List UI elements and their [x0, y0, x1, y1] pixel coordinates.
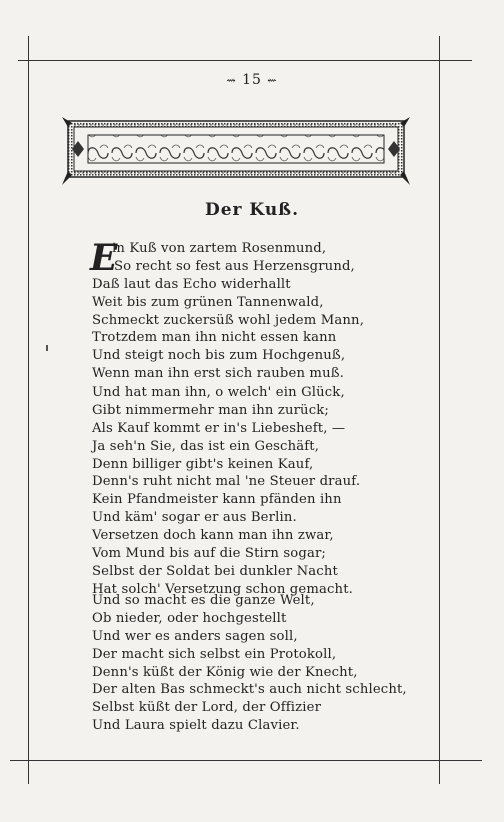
- page-number-deco-left: ⇝: [226, 74, 237, 87]
- print-mark: [46, 345, 48, 351]
- verse-line: Denn's ruht nicht mal 'ne Steuer drauf.: [92, 474, 361, 490]
- ornament-header-band: [62, 117, 410, 185]
- stanza-3: [92, 592, 412, 735]
- bottom-rule: [10, 760, 482, 761]
- stanza-1: [90, 237, 412, 383]
- verse-line: Als Kauf kommt er in's Liebesheft, —: [92, 420, 346, 436]
- verse-line: Und wer es anders sagen soll,: [92, 628, 298, 644]
- page-number: [0, 72, 504, 88]
- verse-line: Und Laura spielt dazu Clavier.: [92, 718, 300, 734]
- verse-line: Ja seh'n Sie, das ist ein Geschäft,: [92, 438, 320, 454]
- verse-line: Und so macht es die ganze Welt,: [92, 593, 315, 608]
- verse-line: Denn's küßt der König wie der Knecht,: [92, 664, 358, 680]
- poem-title: Der Kuß.: [204, 200, 300, 220]
- verse-line: Denn billiger gibt's keinen Kauf,: [92, 456, 314, 472]
- verse-line: Wenn man ihn erst sich rauben muß.: [92, 366, 345, 382]
- verse-line: Und steigt noch bis zum Hochgenuß,: [92, 348, 346, 364]
- verse-line: Selbst küßt der Lord, der Offizier: [92, 700, 322, 716]
- verse-line: in Kuß von zartem Rosenmund,: [112, 241, 327, 256]
- verse-line: Hat solch' Versetzung schon gemacht.: [92, 581, 353, 597]
- page-number-value: 15: [242, 72, 262, 88]
- left-border: [28, 60, 29, 760]
- drop-cap: E: [90, 237, 118, 279]
- verse-line: Gibt nimmermehr man ihn zurück;: [92, 402, 329, 418]
- verse-line: Trotzdem man ihn nicht essen kann: [92, 330, 337, 346]
- stanza-2: [92, 384, 412, 599]
- right-border: [439, 60, 440, 760]
- verse-line: Und käm' sogar er aus Berlin.: [92, 510, 297, 526]
- verse-line: Der alten Bas schmeckt's auch nicht schlecht,: [92, 682, 407, 698]
- verse-line: Selbst der Soldat bei dunkler Nacht: [92, 563, 338, 579]
- verse-line: Kein Pfandmeister kann pfänden ihn: [92, 492, 342, 508]
- verse-line: Versetzen doch kann man ihn zwar,: [92, 528, 334, 544]
- bottom-right-tick: [439, 742, 440, 784]
- verse-line: Und hat man ihn, o welch' ein Glück,: [92, 385, 345, 400]
- bottom-left-tick: [28, 742, 29, 784]
- verse-line: Der macht sich selbst ein Protokoll,: [92, 646, 337, 662]
- verse-line: Schmeckt zuckersüß wohl jedem Mann,: [92, 312, 365, 328]
- top-rule: [18, 60, 472, 61]
- page-number-deco-right: ⇜: [267, 74, 278, 87]
- verse-line: Vom Mund bis auf die Stirn sogar;: [92, 546, 327, 562]
- verse-line: Ob nieder, oder hochgestellt: [92, 610, 287, 626]
- verse-line: So recht so fest aus Herzensgrund,: [114, 258, 355, 274]
- verse-line: Weit bis zum grünen Tannenwald,: [92, 294, 324, 310]
- verse-line: Daß laut das Echo widerhallt: [92, 276, 291, 292]
